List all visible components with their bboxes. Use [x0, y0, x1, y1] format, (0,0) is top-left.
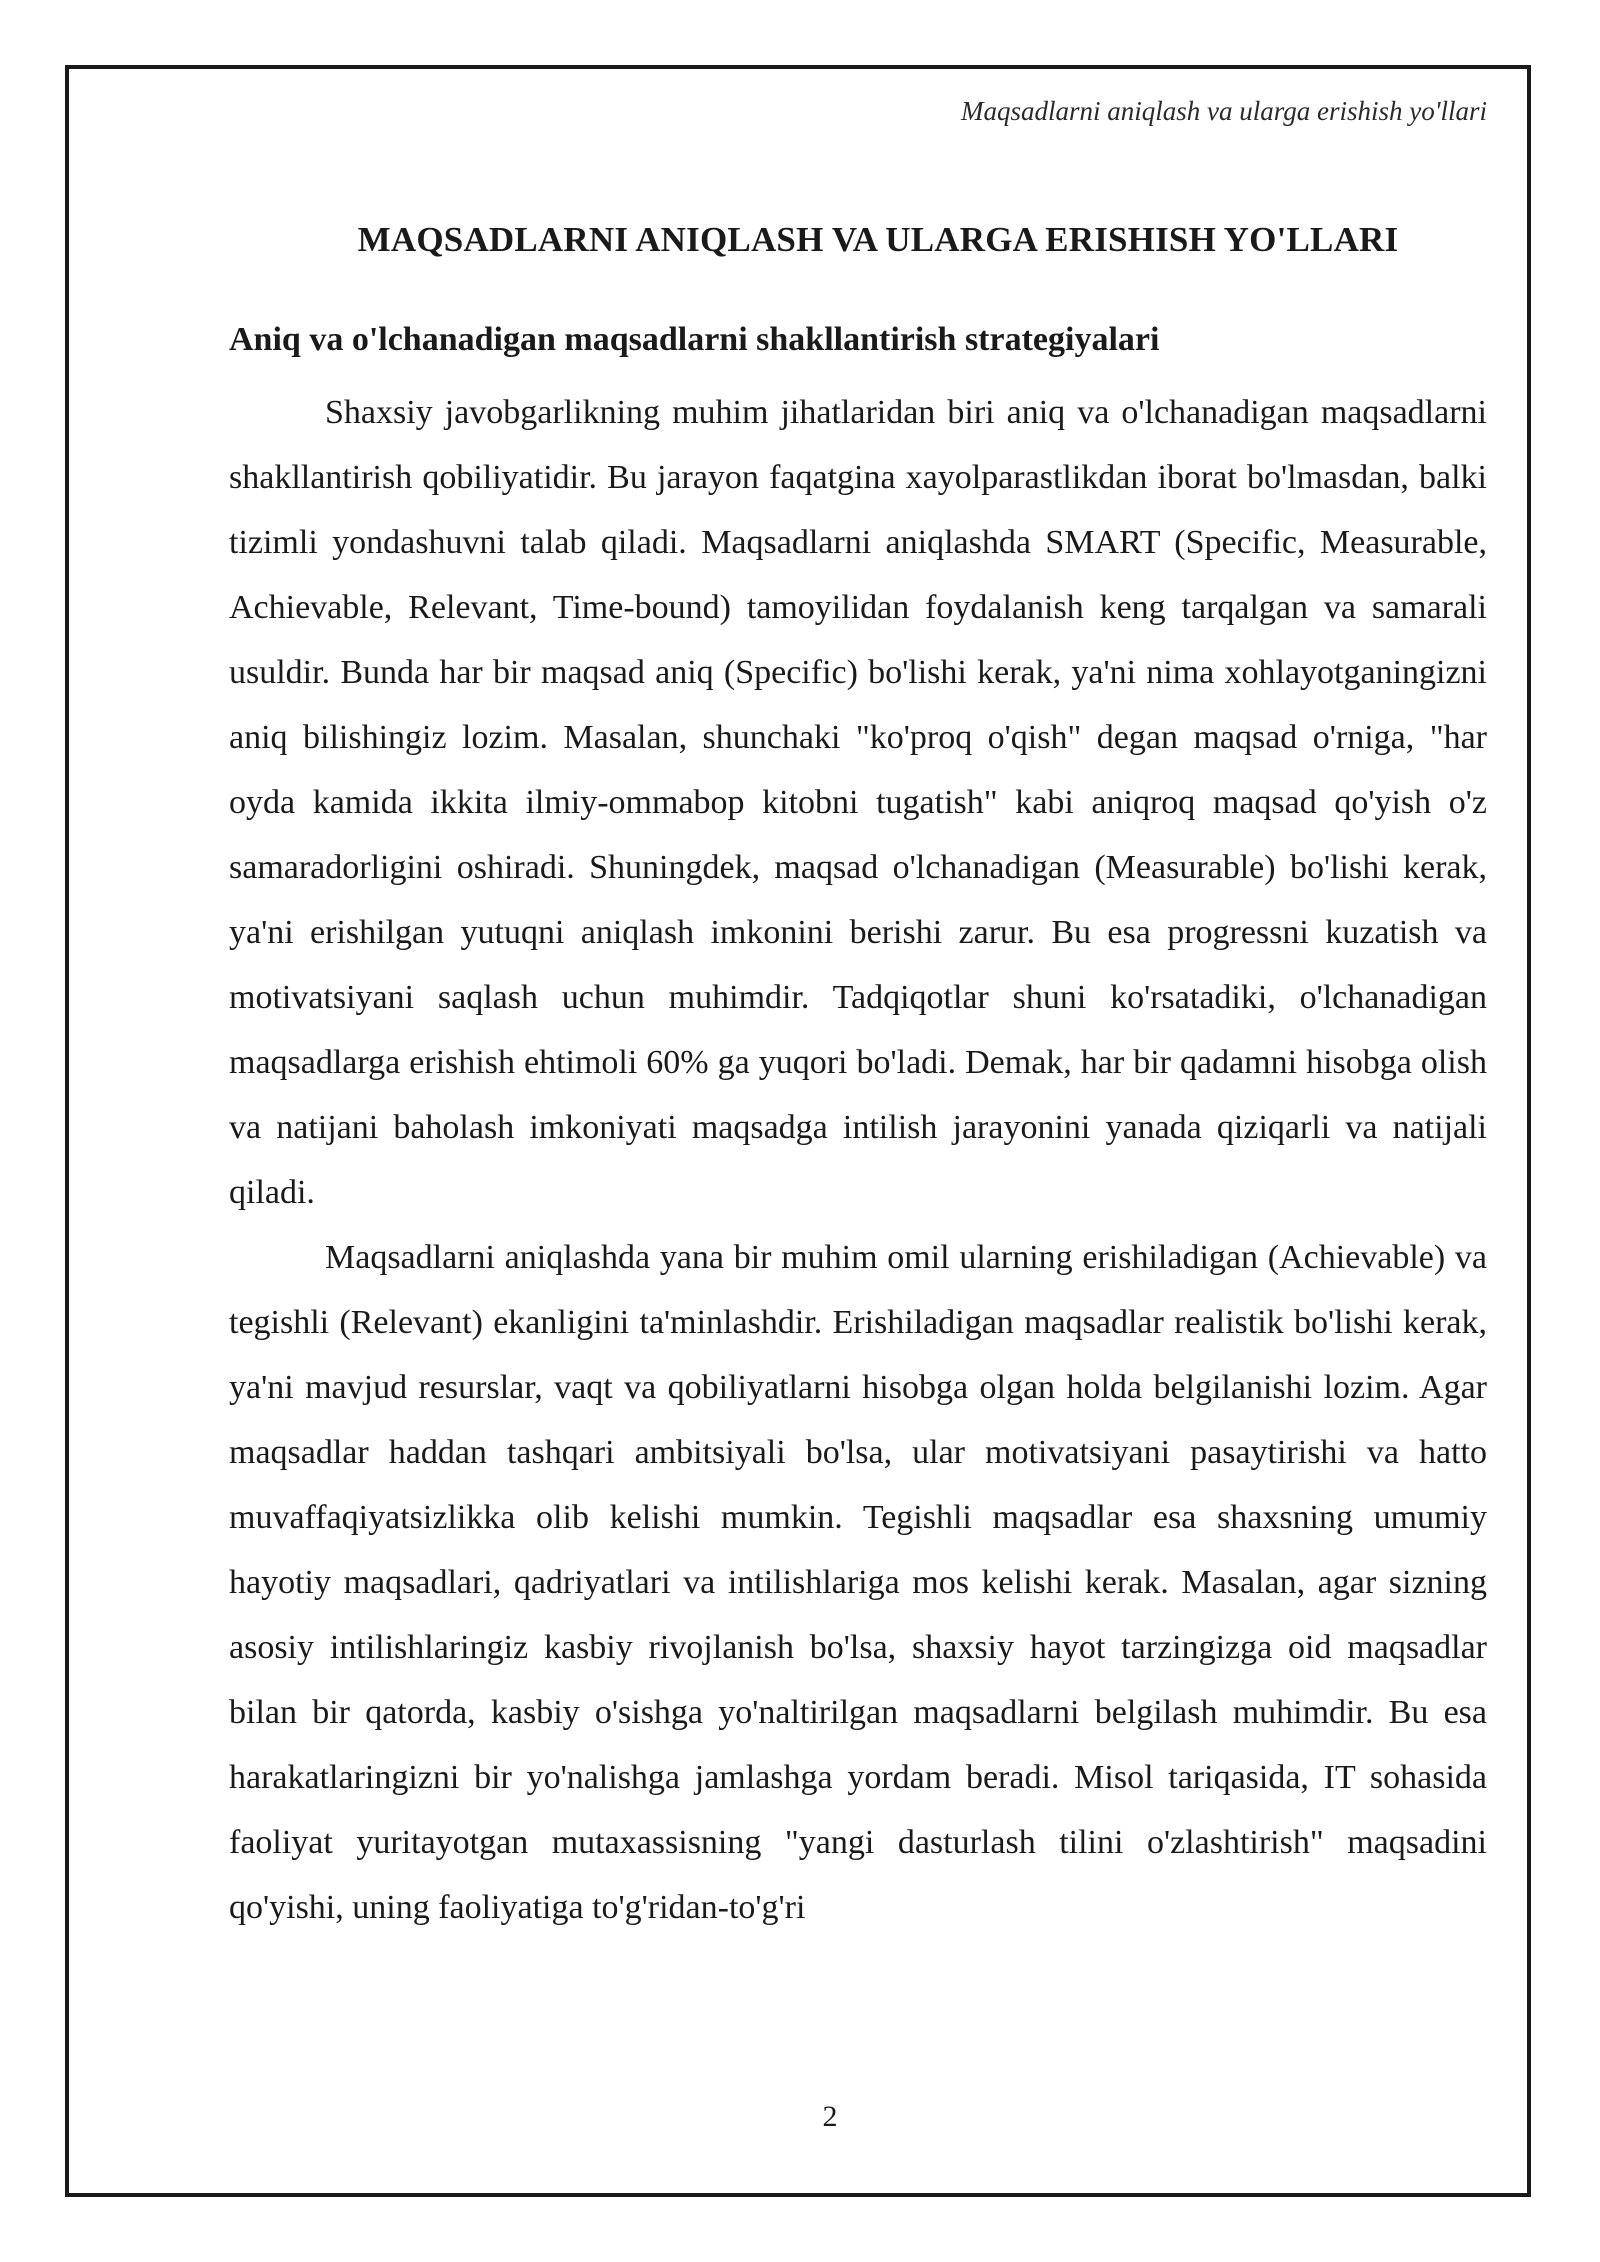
paragraph-2: Maqsadlarni aniqlashda yana bir muhim omil ularning erishiladigan (Achievable) va tegishli (Relevant) ekanligini ta'minlashdir. Erishiladigan maqsadlar realistik bo'lishi kerak, ya'ni mavjud resurslar, vaqt va qobiliyatlarni hisobga olgan holda belgilanishi lozim. Agar maqsadlar haddan tashqari ambitsiyali bo'lsa, ular motivatsiyani pasaytirishi va hatto muvaffaqiyatsizlikka olib kelishi mumkin. Tegishli maqsadlar esa shaxsning umumiy hayotiy maqsadlari, qadriyatlari va intilishlariga mos kelishi kerak. Masalan, agar sizning asosiy intilishlaringiz kasbiy rivojlanish bo'lsa, shaxsiy hayot tarzingizga oid maqsadlar bilan bir qatorda, kasbiy o'sishga yo'naltirilgan maqsadlarni belgilash muhimdir. Bu esa harakatlaringizni bir yo'nalishga jamlashga yordam beradi. Misol tariqasida, IT sohasida faoliyat yuritayotgan mutaxassisning "yangi dasturlash tilini o'zlashtirish" maqsadini qo'yishi, uning faoliyatiga to'g'ridan-to'g'ri: [229, 1239, 1487, 1926]
document-body: [229, 212, 1487, 1940]
paragraph-1: Shaxsiy javobgarlikning muhim jihatlaridan biri aniq va o'lchanadigan maqsadlarni shakllantirish qobiliyatidir. Bu jarayon faqatgina xayolparastlikdan iborat bo'lmasdan, balki tizimli yondashuvni talab qiladi. Maqsadlarni aniqlashda SMART (Specific, Measurable, Achievable, Relevant, Time-bound) tamoyilidan foydalanish keng tarqalgan va samarali usuldir. Bunda har bir maqsad aniq (Specific) bo'lishi kerak, ya'ni nima xohlayotganingizni aniq bilishingiz lozim. Masalan, shunchaki "ko'proq o'qish" degan maqsad o'rniga, "har oyda kamida ikkita ilmiy-ommabop kitobni tugatish" kabi aniqroq maqsad qo'yish o'z samaradorligini oshiradi. Shuningdek, maqsad o'lchanadigan (Measurable) bo'lishi kerak, ya'ni erishilgan yutuqni aniqlash imkonini berishi zarur. Bu esa progressni kuzatish va motivatsiyani saqlash uchun muhimdir. Tadqiqotlar shuni ko'rsatadiki, o'lchanadigan maqsadlarga erishish ehtimoli 60% ga yuqori bo'ladi. Demak, har bir qadamni hisobga olish va natijani baholash imkoniyati maqsadga intilish jarayonini yanada qiziqarli va natijali qiladi.: [229, 394, 1487, 1211]
section-heading: Aniq va o'lchanadigan maqsadlarni shakllantirish strategiyalari: [229, 321, 1160, 358]
document-title: MAQSADLARNI ANIQLASH VA ULARGA ERISHISH YO'LLARI: [357, 220, 1399, 259]
running-header: Maqsadlarni aniqlash va ularga erishish yo'llari: [960, 96, 1487, 126]
page-number: 2: [822, 2100, 838, 2133]
